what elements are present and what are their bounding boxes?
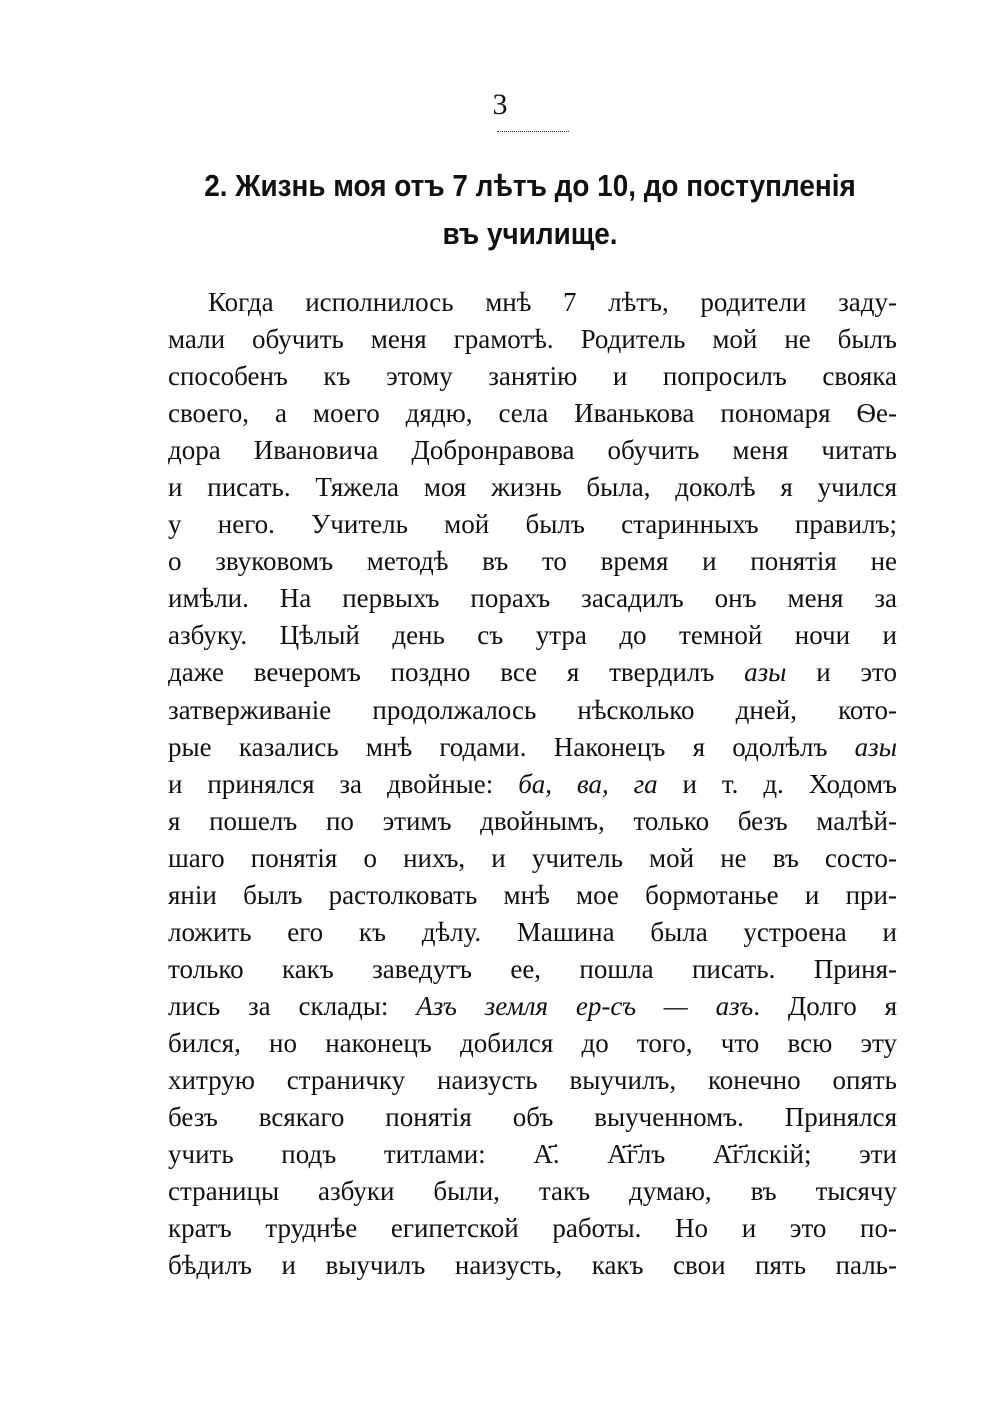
text-line — [168, 914, 897, 951]
text-line — [168, 321, 897, 358]
text-line — [168, 1173, 897, 1210]
italic-text: азы — [744, 657, 787, 688]
text-segment: учить подъ титлами: А҃. А҃г҃лъ А҃г҃лскій; эти — [168, 1139, 897, 1170]
text-segment: дора Ивановича Добронравова обучить меня читать — [168, 435, 897, 466]
text-line — [168, 617, 897, 654]
text-segment: . Долго я — [753, 990, 897, 1021]
text-line — [168, 506, 897, 543]
text-line — [168, 543, 897, 580]
text-line — [168, 432, 897, 469]
text-segment: мали обучить меня грамотѣ. Родитель мой не былъ — [168, 324, 897, 355]
text-line — [168, 580, 897, 617]
text-segment: даже вечеромъ поздно все я твердилъ — [168, 657, 745, 688]
text-segment: кратъ труднѣе египетской работы. Но и это по- — [168, 1213, 897, 1244]
text-line — [168, 766, 897, 803]
italic-text: азы — [854, 731, 897, 762]
text-line — [168, 1025, 897, 1062]
italic-text: Азъ земля ер-съ — азъ — [416, 990, 754, 1021]
page-number: 3 — [492, 88, 508, 121]
text-line — [168, 877, 897, 914]
text-line — [168, 692, 897, 729]
text-segment: шаго понятія о нихъ, и учитель мой не въ состо- — [168, 842, 897, 873]
text-line — [168, 395, 897, 432]
text-segment: хитрую страничку наизусть выучилъ, конечно опять — [168, 1064, 897, 1095]
text-segment: и писать. Тяжела моя жизнь была, доколѣ я учился — [168, 472, 897, 503]
text-line — [168, 840, 897, 877]
text-segment: яніи былъ растолковать мнѣ мое бормотанье и при- — [168, 879, 897, 910]
text-line — [168, 988, 897, 1025]
text-line — [168, 729, 897, 766]
chapter-heading: 2. Жизнь моя отъ 7 лѣтъ до 10, до поступленія въ училище. — [204, 168, 856, 251]
text-line — [168, 1099, 897, 1136]
text-segment: страницы азбуки были, такъ думаю, въ тысячу — [168, 1176, 897, 1207]
text-segment: о звуковомъ методѣ въ то время и понятія не — [168, 546, 897, 577]
italic-text: ба, ва, га — [518, 768, 658, 799]
text-line — [168, 654, 897, 691]
text-segment: и это — [786, 657, 897, 688]
text-line — [168, 1136, 897, 1173]
text-segment: Когда исполнилось мнѣ 7 лѣтъ, родители заду- — [208, 287, 897, 317]
text-segment: у него. Учитель мой былъ старинныхъ правилъ; — [168, 509, 897, 540]
text-segment: способенъ къ этому занятію и попросилъ свояка — [168, 361, 897, 392]
text-segment: бѣдилъ и выучилъ наизусть, какъ свои пять паль- — [168, 1250, 897, 1281]
text-segment: бился, но наконецъ добился до того, что всю эту — [168, 1027, 897, 1058]
text-segment: рые казались мнѣ годами. Наконецъ я одолѣлъ — [168, 731, 855, 762]
text-line — [168, 1210, 897, 1247]
text-line — [168, 1247, 897, 1284]
text-line — [168, 1062, 897, 1099]
text-segment: своего, а моего дядю, села Иванькова пономаря Ѳе- — [168, 398, 897, 429]
text-line — [168, 284, 897, 321]
text-segment: ложить его къ дѣлу. Машина была устроена и — [168, 916, 897, 947]
page-number-rule — [497, 131, 569, 132]
text-segment: имѣли. На первыхъ порахъ засадилъ онъ меня за — [168, 583, 897, 614]
text-segment: азбуку. Цѣлый день съ утра до темной ночи и — [168, 620, 897, 651]
text-segment: и принялся за двойные: — [168, 768, 519, 799]
body-text — [168, 284, 897, 1284]
text-segment: безъ всякаго понятія объ выученномъ. Принялся — [168, 1102, 897, 1133]
text-line — [168, 803, 897, 840]
text-segment: только какъ заведутъ ее, пошла писать. Приня- — [168, 953, 897, 984]
text-segment: и т. д. Ходомъ — [657, 768, 897, 799]
text-line — [168, 951, 897, 988]
text-line — [168, 469, 897, 506]
text-segment: лись за склады: — [168, 990, 417, 1021]
text-segment: я пошелъ по этимъ двойнымъ, только безъ малѣй- — [168, 805, 897, 836]
text-line — [168, 358, 897, 395]
text-segment: затверживаніе продолжалось нѣсколько дней, кото- — [168, 694, 897, 725]
